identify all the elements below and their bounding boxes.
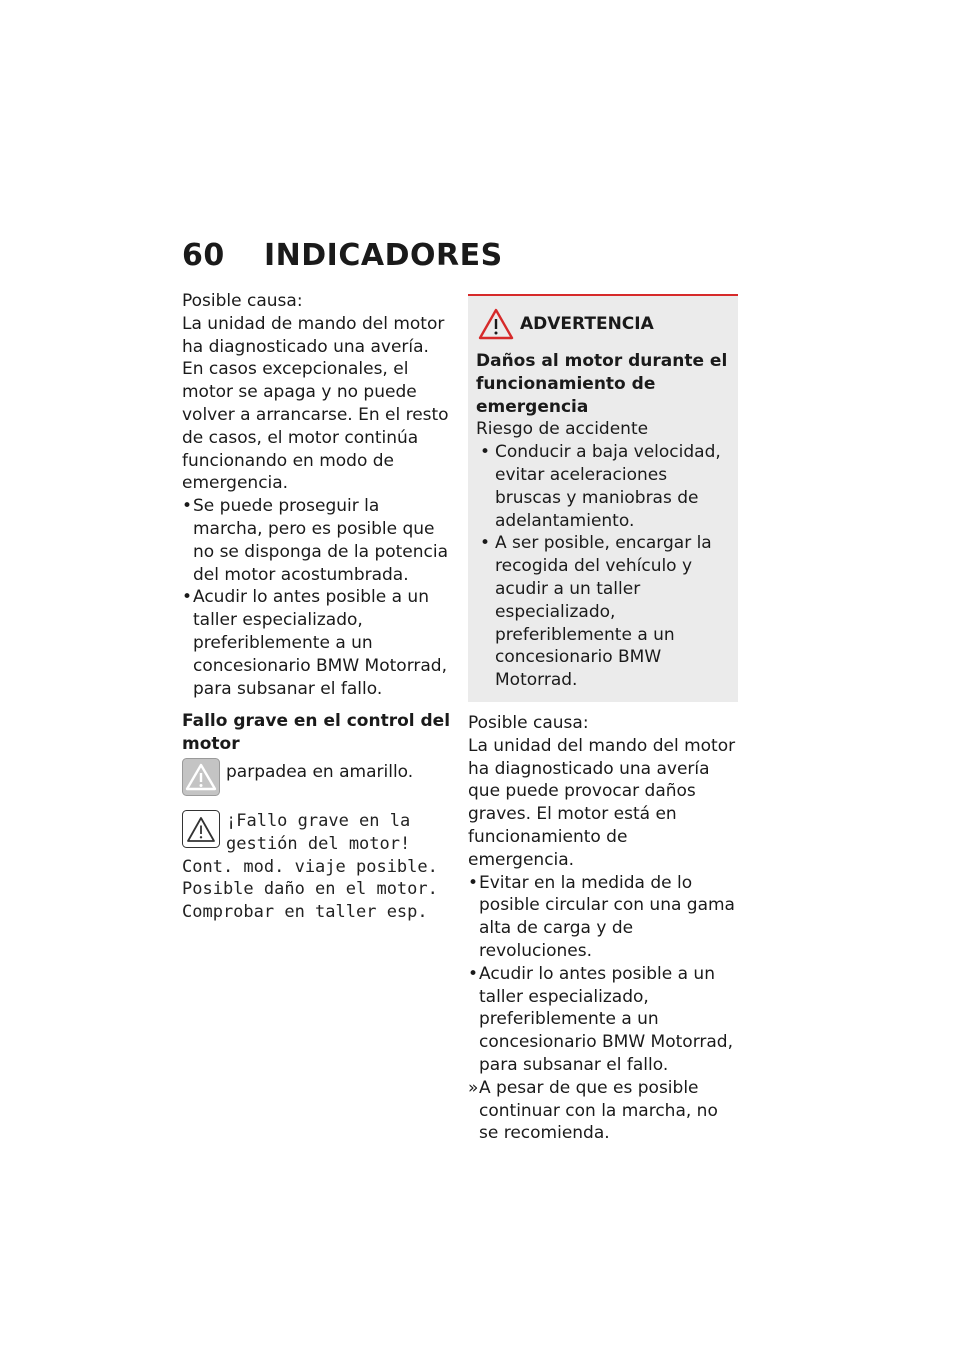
- list-item: • Acudir lo antes posible a un taller especializado, preferiblemente a un concesionario BMW Motorrad, para subsanar el fallo.: [182, 586, 452, 700]
- indicator-text: parpadea en amarillo.: [226, 761, 414, 782]
- warning-box: [468, 294, 738, 702]
- cause-text: La unidad de mando del motor ha diagnosticado una avería. En casos excepcionales, el motor se apaga y no puede volver a arrancarse. En el resto de casos, el motor continúa funcionando en modo de emergencia.: [182, 313, 449, 494]
- warning-heading: Daños al motor durante el funcionamiento de emergencia: [476, 351, 728, 417]
- display-message-rest: Cont. mod. viaje posible. Posible daño en el motor. Comprobar en taller esp.: [182, 856, 438, 923]
- list-item: • Se puede proseguir la marcha, pero es posible que no se disponga de la potencia del motor acostumbrada.: [182, 495, 452, 586]
- list-item: • Acudir lo antes posible a un taller especializado, preferiblemente a un concesionario BMW Motorrad, para subsanar el fallo.: [468, 963, 738, 1077]
- list-item: • A ser posible, encargar la recogida del vehículo y acudir a un taller especializado, preferiblemente a un concesionario BMW Motorrad.: [476, 532, 730, 692]
- right-column: [468, 294, 738, 1145]
- cause-label: Posible causa:: [182, 291, 303, 311]
- result-text: A pesar de que es posible continuar con la marcha, no se recomienda.: [479, 1077, 718, 1144]
- result-marker: »: [468, 1077, 479, 1098]
- section-title: Fallo grave en el control del motor: [182, 711, 451, 755]
- warning-label: ADVERTENCIA: [520, 313, 654, 334]
- list-item: • Evitar en la medida de lo posible circular con una gama alta de carga y de revoluciones.: [468, 872, 738, 963]
- warning-list: [476, 441, 730, 692]
- warning-light-icon: [182, 758, 220, 796]
- display-message: [182, 810, 452, 924]
- cause-label: Posible causa:: [468, 712, 589, 733]
- action-list: [182, 495, 452, 700]
- result-item: [468, 1077, 738, 1145]
- action-list: [468, 872, 738, 1077]
- cause-text: La unidad del mando del motor ha diagnosticado una avería que puede provocar daños graves. El motor está en funcionamiento de emergencia.: [468, 735, 736, 870]
- chapter-title: INDICADORES: [264, 238, 503, 273]
- warning-title: [476, 308, 730, 340]
- warning-risk: Riesgo de accidente: [476, 419, 649, 440]
- left-column: [182, 290, 452, 924]
- display-warning-icon: [182, 810, 220, 848]
- page-header: [182, 238, 503, 273]
- display-message-line1: ¡Fallo grave en la gestión del motor!: [226, 810, 411, 854]
- indicator-row: [182, 758, 452, 798]
- page-number: 60: [182, 238, 225, 273]
- list-item: • Conducir a baja velocidad, evitar aceleraciones bruscas y maniobras de adelantamiento.: [476, 441, 730, 532]
- warning-triangle-icon: [478, 308, 514, 340]
